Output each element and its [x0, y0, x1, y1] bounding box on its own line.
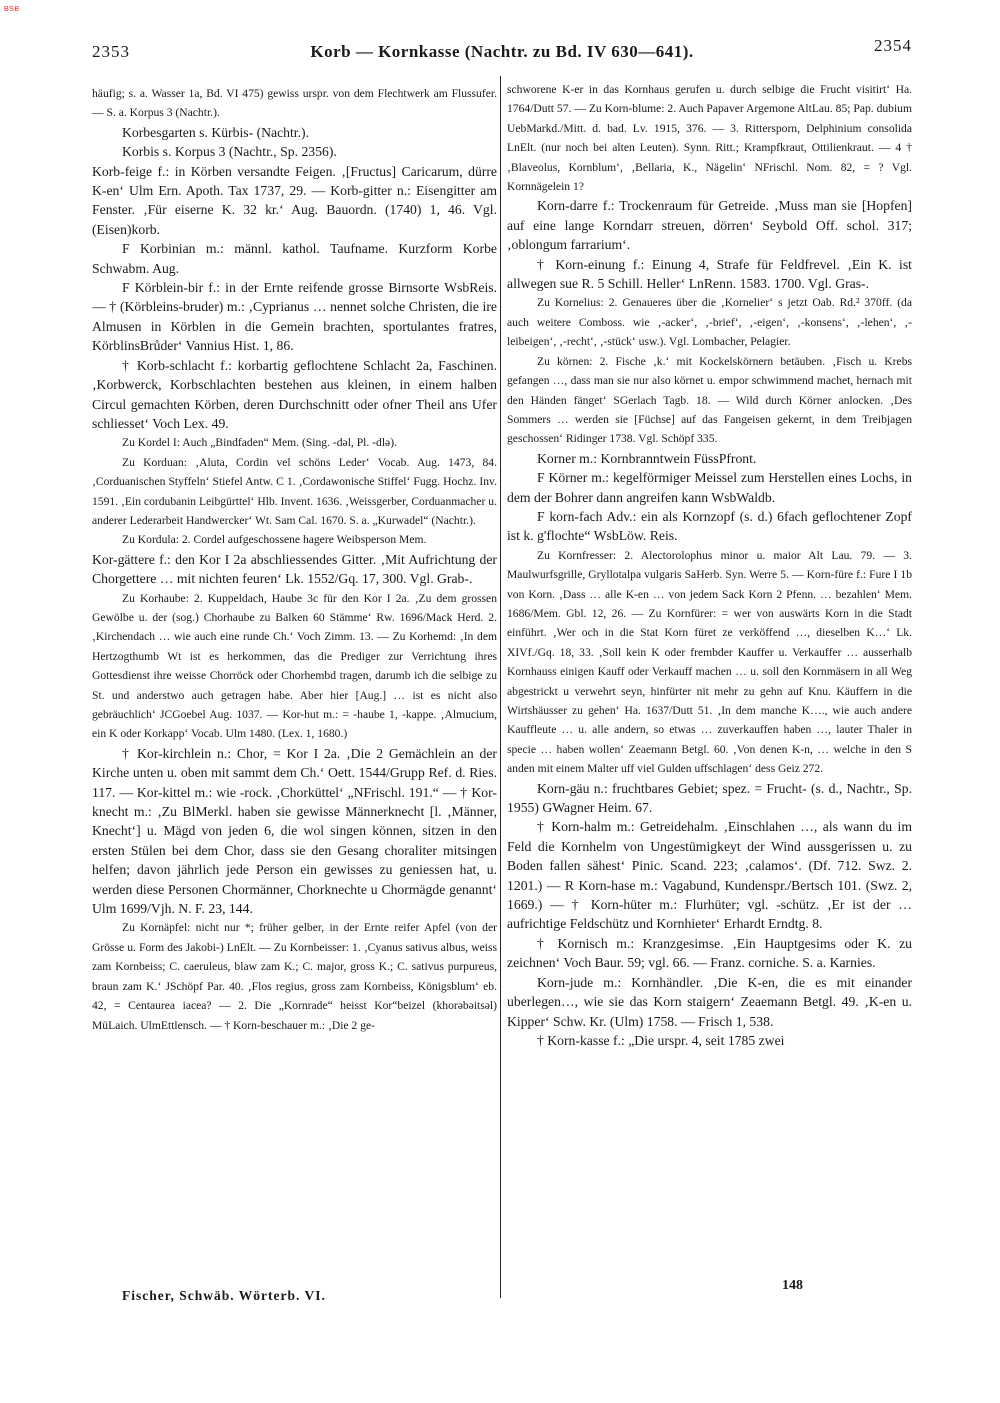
entry-paragraph: Korn-gäu n.: fruchtbares Gebiet; spez. = Frucht- (s. d., Nachtr., Sp. 1955) GWagner Heim. 67. — [507, 780, 912, 816]
entry-paragraph: † Kor-kirchlein n.: Chor, = Kor I 2a. ‚Die 2 Gemächlein an der Kirche unten u. oben mit sammt dem Ch.‘ Oett. 1544/Grupp Ref. d. Ries. 117. — Kor-kittel m.: wie -rock. ‚Chorküttel‘ „NFrischl. 191.“ — † Kor-knecht m.: ‚Zu BlMerkl. haben sie gewisse Männerknecht [l. ‚Männer, Knecht‘] u. Mägd von jeden 6, die wol singen können, sitzen in den ersten Stülen bei dem Chor, dass sie den Gesang choraliter mitsingen helfen; davon jährlich jede Person ein gewisses zu geniessen hat, u. werden diese Personen Chormänner, Chorknechte u Chormägde genannt‘ Ulm 1699/Vjh. N. F. 23, 144. — [92, 745, 497, 917]
entry-paragraph: Korner m.: Kornbranntwein FüssPfront. — [537, 450, 757, 466]
left-column-number: 2353 — [92, 42, 130, 61]
entry-paragraph: F korn-fach Adv.: ein als Kornzopf (s. d.) 6fach geflochtener Zopf ist k. g'flochte“ WsbLöw. Reis. — [507, 508, 912, 544]
entry-paragraph: † Kornisch m.: Kranzgesimse. ‚Ein Hauptgesims oder K. zu zeichnen‘ Voch Baur. 59; vgl. 66. — Franz. corniche. S. a. Karnies. — [507, 935, 912, 971]
entry-paragraph: Zu körnen: 2. Fische ‚k.‘ mit Kockelskörnern betäuben. ‚Fisch u. Krebs gefangen …, dass man sie nur also körnet u. empor schwimmend machet, hernach mit den Händen fänget‘ SGerlach Tagb. 18. — Wild durch Körner anlocken. ‚Des Sommers … werden sie [Füchse] auf das Fangeisen gekernt, in dem Treibjagen geschossen‘ Ridinger 1738. Vgl. Schöpf 335. — [507, 354, 912, 446]
entry-paragraph: † Korb-schlacht f.: korbartig geflochtene Schlacht 2a, Faschinen. ‚Korbwerck, Korbschlachten bestehen aus kleinen, in einem halben Circul gemachten Körben, deren Durchschnitt oder ofner Theil ans Ufer schliesset‘ Voch Lex. 49. — [92, 357, 497, 431]
entry-paragraph: Korbis s. Korpus 3 (Nachtr., Sp. 2356). — [122, 144, 337, 160]
running-head — [92, 42, 912, 62]
entry-paragraph: Kor-gättere f.: den Kor I 2a abschliessendes Gitter. ‚Mit Aufrichtung der Chorgettere … mit nichten feuren‘ Lk. 1552/Gq. 17, 300. Vgl. Grab-. — [92, 551, 497, 587]
entry-paragraph: † Korn-kasse f.: „Die urspr. 4, seit 1785 zwei — [537, 1032, 785, 1048]
entry-paragraph: F Körblein-bir f.: in der Ernte reifende grosse Birnsorte WsbReis. — † (Körbleins-bruder) m.: ‚Cyprianus … nennet solche Christen, die ire Almusen in Körblen in die Gemein brachten, sportulantes fratres, KörblinsBrůder‘ Vannius Hist. 1, 86. — [92, 280, 497, 354]
entry-paragraph: Zu Kordula: 2. Cordel aufgeschossene hagere Weibsperson Mem. — [122, 533, 427, 547]
entry-paragraph: Korb-feige f.: in Körben versandte Feigen. ‚[Fructus] Caricarum, dürre K-en‘ Ulm Ern. Apoth. Tax 1737, 29. — Korb-gitter n.: Eisengitter am Fenster. ‚Für eiserne K. 32 kr.‘ Aug. Bauordn. (1740) 1, 46. Vgl. (Eisen)korb. — [92, 163, 497, 237]
footer-title: Fischer, Schwäb. Wörterb. VI. — [122, 1288, 326, 1303]
right-column — [507, 80, 912, 1050]
entry-paragraph: Korn-darre f.: Trockenraum für Getreide. ‚Muss man sie [Hopfen] auf eine lange Korndarr streuen, dörren‘ Seybold Off. schol. 317; ‚oblongum farrarium‘. — [507, 198, 912, 253]
entry-paragraph: † Korn-halm m.: Getreidehalm. ‚Einschlahen …, als wann du im Feld die Kornhelm von Ungestümigkeyt der Wind aussgerissen u. zu Boden fallen sähest‘ Pinic. Scand. 223; ‚calamos‘. (Df. 712. Swz. 2. 1201.) — R Korn-hase m.: Vagabund, Kundenspr./Bertsch 101. (Swz. 2, 1669.) — † Korn-hüter m.: Flurhüter; vgl. -schütz. ‚Er ist der … aufrichtige Feldschütz und Kornhieter‘ Erhardt Erndtg. 8. — [507, 819, 912, 932]
page-footer — [92, 1278, 912, 1312]
entry-paragraph: F Korbinian m.: männl. kathol. Taufname. Kurzform Korbe Schwabm. Aug. — [92, 241, 497, 276]
signature-mark: 148 — [782, 1278, 803, 1293]
library-corner-mark: BSB — [4, 6, 20, 13]
left-column — [92, 84, 497, 1035]
running-head-text: Korb — Kornkasse (Nachtr. zu Bd. IV 630—641). — [310, 42, 694, 61]
entry-paragraph: Zu Kornfresser: 2. Alectorolophus minor u. maior Alt Lau. 79. — 3. Maulwurfsgrille, Gryllotalpa vulgaris SaHerb. Syn. Werre 5. — Korn-füre f.: Fure I 1b von Korn. ‚Dass … alle K-en … von jedem Sack Korn 2 Pfenn. … bezahlen‘ Mem. 1686/Mem. Gbl. 12, 26. — Zu Kornfürer: = wer von auswärts Korn in die Stadt einführt. ‚Wer och in die Stat Korn füret ze verköffend …, dieselben K…‘ Lk. XIVf./Gq. 18, 33. ‚Soll kein K oder frembder Kauffer u. Verkauffer … ausserhalb Kornhauss einigen Kauff oder Verkauff machen … u. soll den Kornmäsern in all Weg abgestrickt u verwehrt seyn, hinfürter nit mehr zu gehn auf Knu. Käuffern in die Wirtshäusser zu gehen‘ Ha. 1637/Dutt 51. ‚In dem manche K…., wie auch andere Kauffleute … u. alle andern, so etwas … zuverkauffen haben …, lauter Thaler in specie … haben wollen‘ Zeaemann Betgl. 60. ‚Von denen K-n, … welche in den S anden mit einem Malter uff viel Gulden uffschlagen‘ dess Geiz 272. — [507, 548, 912, 776]
column-divider — [500, 76, 501, 1298]
entry-paragraph: Zu Korduan: ‚Aluta, Cordin vel schöns Leder‘ Vocab. Aug. 1473, 84. ‚Corduanischen Styffeln‘ Stiefel Antw. C 1. ‚Cordawonische Stiffel‘ Fugg. Hochz. Inv. 1591. ‚Ein cordubanin Leibgürttel‘ Hlb. Invent. 1636. ‚Weissgerber, Corduanmacher u. anderer Lederarbeit Handwercker‘ Wt. Sam Cal. 1670. S. a. „Kurwadel“ (Nachtr.). — [92, 455, 497, 527]
entry-paragraph: F Körner m.: kegelförmiger Meissel zum Herstellen eines Lochs, in dem der Bohrer dann angreifen kann WsbWaldb. — [507, 470, 912, 505]
entry-paragraph: schworene K-er in das Kornhaus gerufen u. durch selbige die Frucht visitirt‘ Ha. 1764/Dutt 57. — Zu Korn-blume: 2. Auch Papaver Argemone AltLau. 85; Pap. dubium UebMarkd./Mitt. d. bad. Lv. 1915, 376. — 3. Rittersporn, Delphinium consolida LnElt. (nur noch bei alten Leuten). Synn. Ritt.; Krampfkraut, Ottilienkraut. — 4 † ‚Blaveolus, Kornblum‘, ‚Bellaria, K., Nägelin‘ NFrischl. Nom. 82, = ? Vgl. Kornnägelein 1? — [507, 83, 912, 194]
right-column-number: 2354 — [874, 36, 912, 55]
entry-paragraph: † Korn-einung f.: Einung 4, Strafe für Feldfrevel. ‚Ein K. ist allwegen sue R. 5 Schill. Heller‘ LnRenn. 1583. 1700. Vgl. Gras-. — [507, 256, 912, 292]
entry-paragraph: Korn-jude m.: Kornhändler. ‚Die K-en, die es mit einander uberlegen…, wie sie das Korn staigern‘ Zeaemann Betgl. 49. ‚K-en u. Kipper‘ Schw. Kr. (Ulm) 1758. — Frisch 1, 538. — [507, 974, 912, 1029]
entry-paragraph: häufig; s. a. Wasser 1a, Bd. VI 475) gewiss urspr. von dem Flechtwerk am Flussufer. — S. a. Korpus 3 (Nachtr.). — [92, 87, 497, 120]
entry-paragraph: Zu Kornäpfel: nicht nur *; früher gelber, in der Ernte reifer Apfel (von der Grösse u. Form des Jakobi-) LnElt. — Zu Kornbeisser: 1. ‚Cyanus sativus albus, weiss zam Kornbeiss; C. caeruleus, blaw zam K.; C. major, gross K.; C. sativus purpureus, braun zam K.‘ JSchöpf Par. 40. ‚Flos regius, gross zam Kornbeiss, Königsblum‘ eb. 42, = Centaurea iacea? — 2. Die „Kornrade“ heisst Kor“beizel (khorəbəitsəl) MüLaich. UlmEttlensch. — † Korn-beschauer m.: ‚Die 2 ge- — [92, 921, 497, 1032]
page-header — [92, 28, 912, 68]
entry-paragraph: Zu Korhaube: 2. Kuppeldach, Haube 3c für den Kor I 2a. ‚Zu dem grossen Gewölbe u. der (sog.) Chorhaube zu Balken 60 Stämme‘ Rw. 1696/Mack Herd. 2. ‚Kirchendach … wie auch eine runde Ch.‘ Voch Zimm. 13. — Zu Korhemd: ‚In dem Hertzogthumb Wt ist es herkommen, das die Prediger zur Verrichtung ihres Gottesdienst ihre weisse Chorröck oder Chorhembd tragen, darumb ich die selbige zu St. und anderstwo auch getragen habe. Aber hier [Aug.] … ist es nicht also gebräuchlich‘ JCGoebel Aug. 1037. — Kor-hut m.: = -haube 1, -kappe. ‚Almucium, ein K oder Korkapp‘ Vocab. Ulm 1480. (Lex. 1, 1680.) — [92, 591, 497, 741]
entry-paragraph: Zu Kornelius: 2. Genaueres über die ‚Kornelier‘ s jetzt Oab. Rd.² 370ff. (da auch weitere Comboss. wie ‚-acker‘, ‚-brief‘, ‚-eigen‘, ‚-konsens‘, ‚-lehen‘, ‚-leibeigen‘, ‚-recht‘, ‚-stück‘ usw.). Vgl. Lombacher, Pelagier. — [507, 296, 912, 349]
entry-paragraph: Korbesgarten s. Kürbis- (Nachtr.). — [122, 124, 310, 140]
entry-paragraph: Zu Kordel I: Auch „Bindfaden“ Mem. (Sing. -dəl, Pl. -dlə). — [122, 436, 397, 450]
